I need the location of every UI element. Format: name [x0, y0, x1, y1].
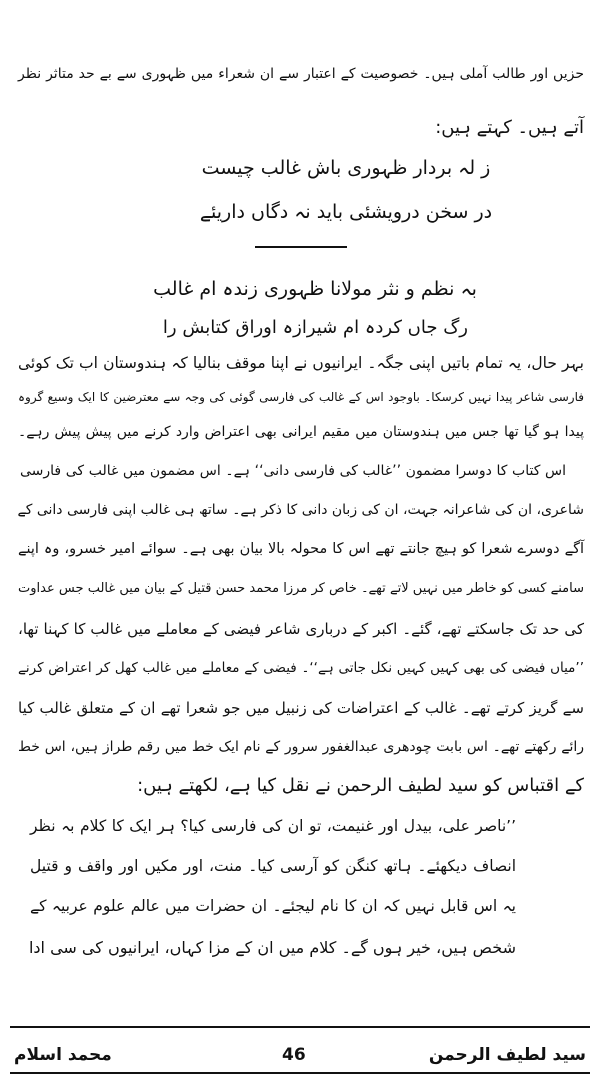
footer-author-right: سید لطیف الرحمن — [428, 1045, 586, 1065]
paragraph-line: سے گریز کرتے تھے۔ غالب کے اعتراضات کی زنبیل میں جو شعرا تھے ان کے متعلق غالب کیا — [18, 699, 584, 717]
footer-rule-bottom — [10, 1072, 590, 1074]
paragraph-line: شاعری، ان کی شاعرانہ جہت، ان کی زبان دانی کا ذکر ہے۔ ساتھ ہی غالب اپنی فارسی دانی کے — [17, 502, 584, 518]
section-divider — [255, 246, 347, 248]
paragraph-line: فارسی شاعر پیدا نہیں کرسکا۔ باوجود اس کے غالب کی فارسی گوئی کی وجہ سے معترضین کا ایک وسیع گروہ — [18, 390, 584, 404]
verse-line: در سخن درویشئی باید نہ دگاں داریئے — [199, 201, 493, 223]
quote-line: ’’ناصر علی، بیدل اور غنیمت، تو ان کی فارسی کیا؟ ہر ایک کا کلام بہ نظر — [30, 817, 516, 835]
quote-line: شخص ہیں، خیر ہوں گے۔ کلام میں ان کے مزا کہاں، ایرانیوں کی سی ادا — [28, 938, 516, 957]
footer-rule-top — [10, 1026, 590, 1028]
quote-line: یہ اس قابل نہیں کہ ان کا نام لیجئے۔ ان حضرات میں عالم علوم عربیہ کے — [30, 897, 516, 915]
paragraph-line: اس کتاب کا دوسرا مضمون ’’غالب کی فارسی دانی‘‘ ہے۔ اس مضمون میں غالب کی فارسی — [20, 463, 566, 479]
verse-line: رگ جاں کردہ ام شیرازہ اوراق کتابش را — [162, 317, 468, 338]
paragraph-line: رائے رکھتے تھے۔ اس بابت چودھری عبدالغفور سرور کے نام ایک خط میں رقم طراز ہیں، اس خط — [18, 739, 584, 755]
paragraph-line: حزیں اور طالب آملی ہیں۔ خصوصیت کے اعتبار سے ان شعراء میں ظہوری سے بے حد متاثر نظر — [18, 66, 584, 82]
page-number: 46 — [282, 1045, 306, 1065]
paragraph-line: بہر حال، یہ تمام باتیں اپنی جگہ۔ ایرانیوں نے اپنا موقف بنالیا کہ ہندوستان اب تک کوئی — [18, 354, 584, 372]
quote-line: انصاف دیکھئے۔ ہاتھ کنگن کو آرسی کیا۔ منت، اور مکیں اور واقف و قتیل — [30, 857, 516, 875]
paragraph-line: سامنے کسی کو خاطر میں نہیں لاتے تھے۔ خاص کر مرزا محمد حسن قتیل کے بیان میں غالب جس عداوت — [18, 581, 584, 596]
paragraph-line: آتے ہیں۔ کہتے ہیں: — [435, 117, 584, 138]
verse-line: بہ نظم و نثر مولانا ظہوری زندہ ام غالب — [153, 278, 477, 300]
verse-line: ز لہ بردار ظہوری باش غالب چیست — [201, 157, 491, 179]
paragraph-line: پیدا ہو گیا تھا جس میں ہندوستان میں مقیم ایرانی بھی اعتراض وارد کرنے میں پیش پیش رہے۔ — [18, 424, 584, 440]
paragraph-line: ’’میاں فیضی کی بھی کہیں کہیں نکل جاتی ہے‘‘۔ فیضی کے معاملے میں غالب کھل کر اعتراض کرنے — [18, 660, 584, 676]
paragraph-line: کی حد تک جاسکتے تھے، گئے۔ اکبر کے درباری شاعر فیضی کے معاملے میں غالب کا کہنا تھا، — [18, 620, 584, 638]
paragraph-line: کے اقتباس کو سید لطیف الرحمن نے نقل کیا ہے، لکھتے ہیں: — [137, 775, 584, 796]
footer-author-left: محمد اسلام — [14, 1045, 112, 1065]
paragraph-line: آگے دوسرے شعرا کو ہیچ جانتے تھے اس کا محولہ بالا بیان بھی ہے۔ سوائے امیر خسرو، وہ اپنے — [18, 541, 584, 557]
